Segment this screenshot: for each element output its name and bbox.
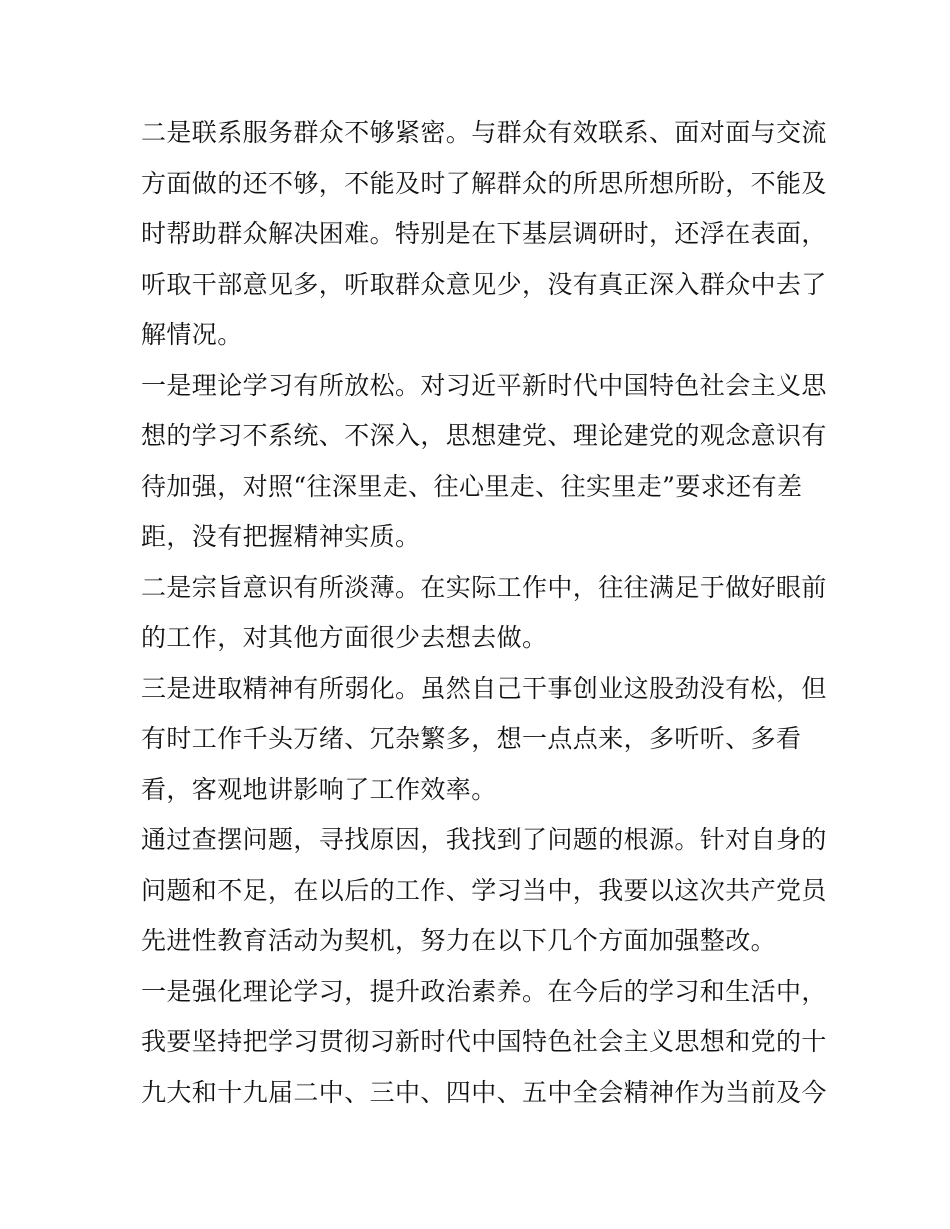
text-line: 的工作，对其他方面很少去想去做。 xyxy=(141,623,548,652)
text-line: 时帮助群众解决困难。特别是在下基层调研时，还浮在表面， xyxy=(141,219,827,248)
text-line: 二是联系服务群众不够紧密。与群众有效联系、面对面与交流 xyxy=(141,118,827,147)
text-line: 一是理论学习有所放松。对习近平新时代中国特色社会主义思 xyxy=(141,370,827,400)
text-line: 待加强，对照“往深里走、往心里走、往实里走”要求还有差 xyxy=(141,471,803,501)
text-line: 听取干部意见多，听取群众意见少，没有真正深入群众中去了 xyxy=(141,269,827,299)
text-line: 解情况。 xyxy=(141,320,243,349)
text-line: 方面做的还不够，不能及时了解群众的所思所想所盼，不能及 xyxy=(141,168,827,198)
text-line: 一是强化理论学习，提升政治素养。在今后的学习和生活中， xyxy=(141,976,827,1006)
text-line: 先进性教育活动为契机，努力在以下几个方面加强整改。 xyxy=(141,926,777,955)
text-line: 三是进取精神有所弱化。虽然自己干事创业这股劲没有松，但 xyxy=(141,673,827,703)
document-body xyxy=(141,108,827,1118)
text-line: 问题和不足，在以后的工作、学习当中，我要以这次共产党员 xyxy=(141,875,827,905)
text-line: 距，没有把握精神实质。 xyxy=(141,522,421,551)
text-line: 想的学习不系统、不深入，思想建党、理论建党的观念意识有 xyxy=(141,421,827,450)
text-line: 九大和十九届二中、三中、四中、五中全会精神作为当前及今 xyxy=(141,1077,827,1107)
text-line: 看，客观地讲影响了工作效率。 xyxy=(141,774,497,804)
text-line: 有时工作千头万绪、冗杂繁多，想一点点来，多听听、多看 xyxy=(141,724,802,753)
text-line: 二是宗旨意识有所淡薄。在实际工作中，往往满足于做好眼前 xyxy=(141,572,827,602)
text-line: 通过查摆问题，寻找原因，我找到了问题的根源。针对自身的 xyxy=(141,825,827,854)
text-line: 我要坚持把学习贯彻习新时代中国特色社会主义思想和党的十 xyxy=(141,1027,827,1056)
